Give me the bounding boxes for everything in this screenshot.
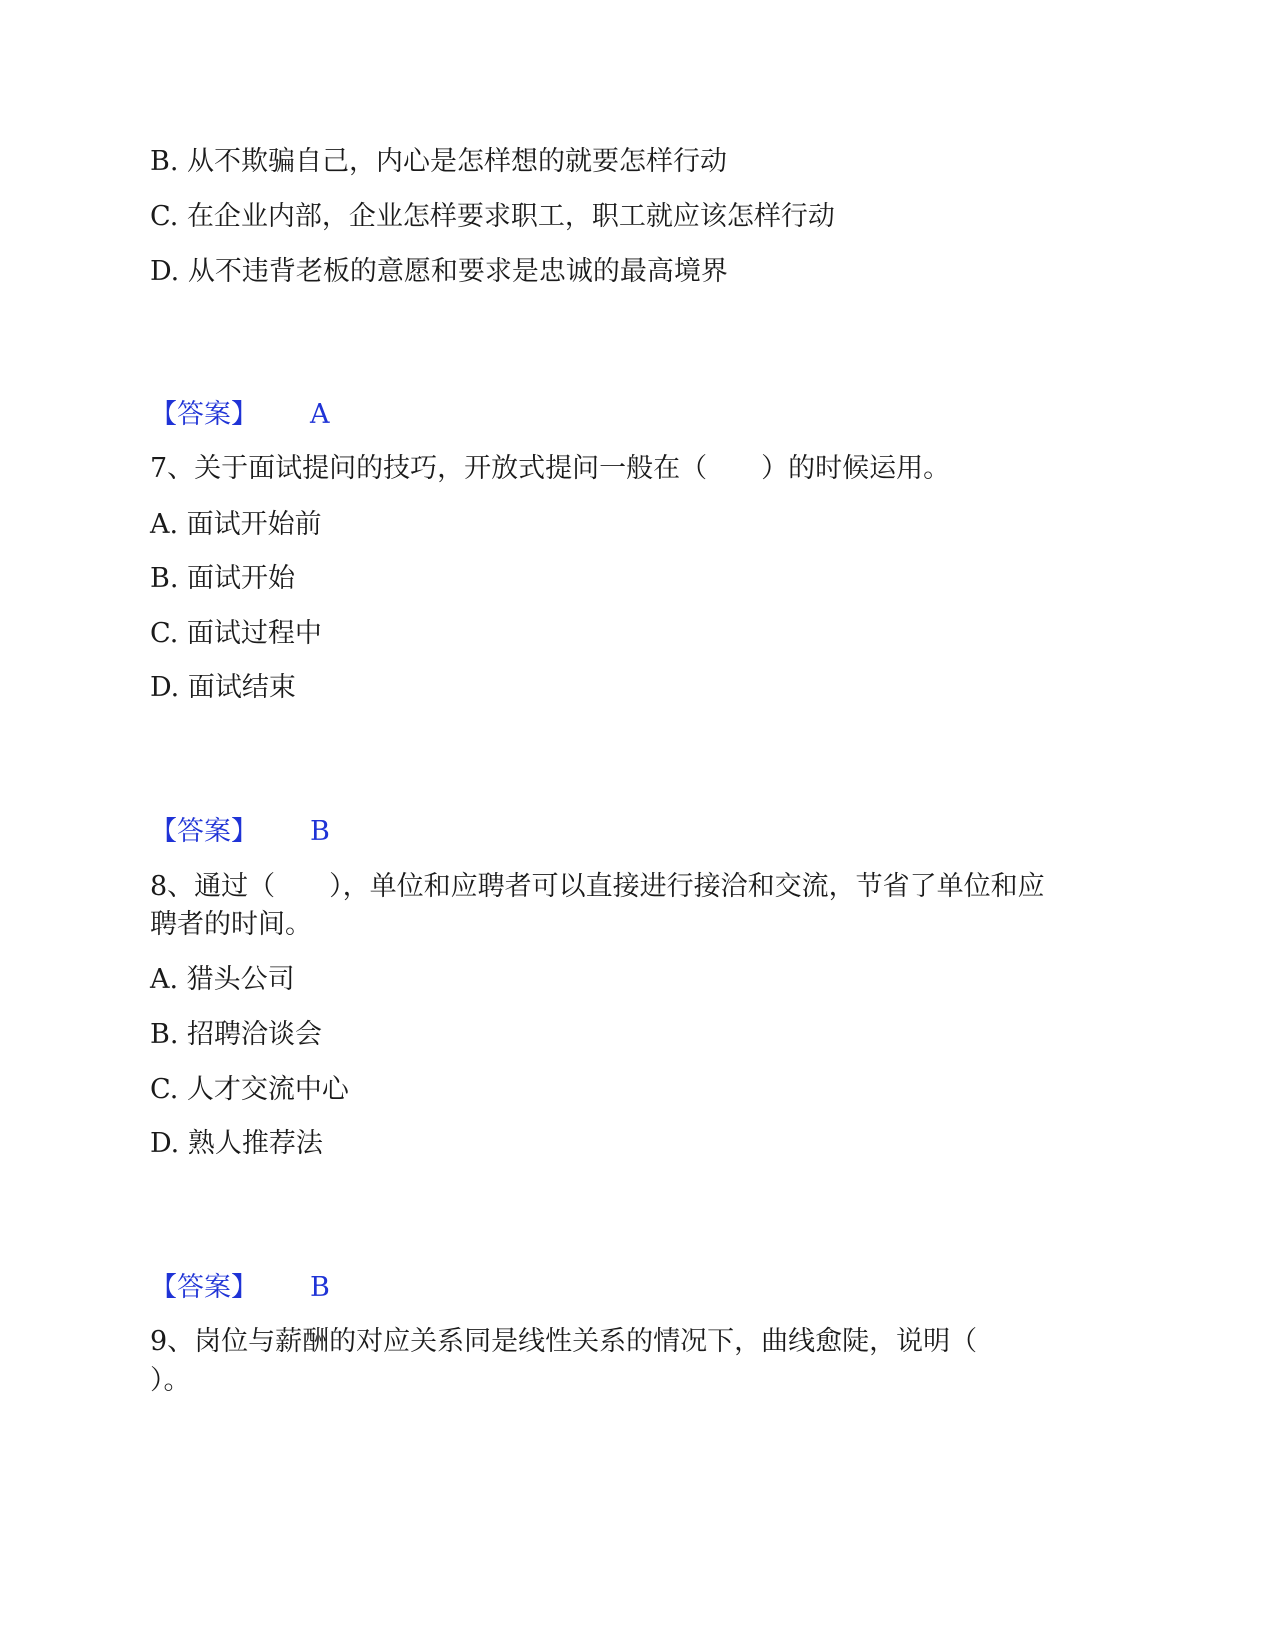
answer-label: 【答案】: [150, 1272, 258, 1303]
q7-option-d: D. 面试结束: [150, 672, 296, 703]
q6-answer: [150, 398, 330, 432]
q6-option-c: C. 在企业内部，企业怎样要求职工，职工就应该怎样行动: [150, 201, 835, 232]
q8-option-b: B. 招聘洽谈会: [150, 1019, 323, 1050]
q8-question-line1: 8、通过（ ），单位和应聘者可以直接进行接洽和交流，节省了单位和应: [150, 871, 1045, 902]
q7-option-c: C. 面试过程中: [150, 618, 322, 649]
answer-value: A: [310, 399, 330, 430]
q9-question-line2: ）。: [150, 1365, 191, 1396]
answer-value: B: [310, 816, 330, 847]
q9-question-line1: 9、岗位与薪酬的对应关系同是线性关系的情况下，曲线愈陡，说明（: [150, 1326, 978, 1357]
q7-answer: [150, 815, 330, 849]
q6-option-d: D. 从不违背老板的意愿和要求是忠诚的最高境界: [150, 256, 728, 287]
q8-answer: [150, 1271, 330, 1305]
q7-option-b: B. 面试开始: [150, 563, 296, 594]
q8-option-a: A. 猎头公司: [150, 964, 295, 995]
q8-option-d: D. 熟人推荐法: [150, 1128, 323, 1159]
answer-value: B: [310, 1272, 330, 1303]
q8-question-line2: 聘者的时间。: [150, 909, 312, 940]
q6-option-b: B. 从不欺骗自己，内心是怎样想的就要怎样行动: [150, 146, 728, 177]
answer-label: 【答案】: [150, 816, 258, 847]
answer-label: 【答案】: [150, 399, 258, 430]
q8-option-c: C. 人才交流中心: [150, 1074, 349, 1105]
q7-option-a: A. 面试开始前: [150, 509, 322, 540]
q7-question: 7、关于面试提问的技巧，开放式提问一般在（ ）的时候运用。: [150, 453, 951, 484]
